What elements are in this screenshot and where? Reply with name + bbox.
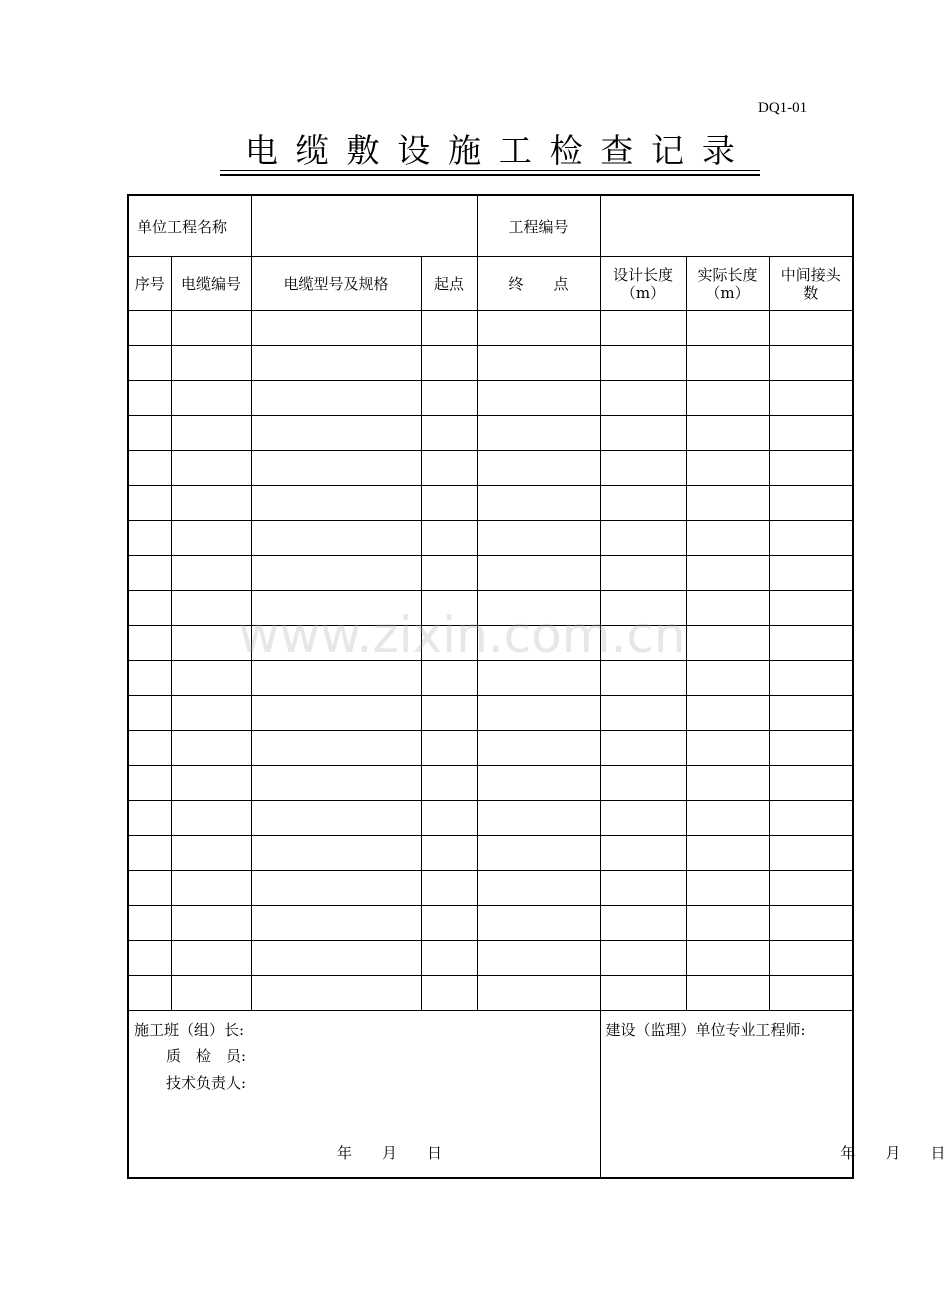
cell-design-length[interactable] — [600, 346, 686, 381]
cell-end[interactable] — [477, 906, 600, 941]
col-actual-length-label: 实际长度 — [697, 265, 758, 284]
cell-actual-length[interactable] — [686, 451, 769, 486]
cell-joints[interactable] — [769, 871, 853, 906]
title-underline-thick — [220, 174, 760, 176]
cell-actual-length[interactable] — [686, 696, 769, 731]
col-model-spec: 电缆型号及规格 — [251, 257, 421, 311]
cell-cable-no[interactable] — [171, 801, 251, 836]
col-design-length-unit: （m） — [620, 283, 666, 302]
cell-start[interactable] — [421, 941, 477, 976]
cell-cable-no[interactable] — [171, 346, 251, 381]
cell-model-spec[interactable] — [251, 731, 421, 766]
cell-cable-no[interactable] — [171, 556, 251, 591]
cell-start[interactable] — [421, 871, 477, 906]
cell-actual-length[interactable] — [686, 661, 769, 696]
cell-joints[interactable] — [769, 976, 853, 1011]
cell-start[interactable] — [421, 451, 477, 486]
cell-start[interactable] — [421, 731, 477, 766]
table-row — [128, 766, 853, 801]
column-header-row — [128, 257, 853, 311]
cell-actual-length[interactable] — [686, 976, 769, 1011]
cell-joints[interactable] — [769, 591, 853, 626]
cable-laying-inspection-table — [127, 194, 946, 1179]
col-end: 终 点 — [477, 257, 600, 311]
cell-seq[interactable] — [128, 416, 171, 451]
team-leader-label: 施工班（组）长: — [134, 1021, 245, 1039]
cell-start[interactable] — [421, 906, 477, 941]
cell-actual-length[interactable] — [686, 591, 769, 626]
cell-joints[interactable] — [769, 311, 853, 346]
cell-end[interactable] — [477, 556, 600, 591]
cell-start[interactable] — [421, 591, 477, 626]
table-row — [128, 591, 853, 626]
table-row — [128, 976, 853, 1011]
cell-end[interactable] — [477, 871, 600, 906]
table-row — [128, 311, 853, 346]
cell-actual-length[interactable] — [686, 766, 769, 801]
title-char: 缆 — [295, 130, 329, 170]
cell-end[interactable] — [477, 766, 600, 801]
cell-joints[interactable] — [769, 486, 853, 521]
col-design-length-label: 设计长度 — [613, 265, 674, 284]
table-row — [128, 521, 853, 556]
project-no-label: 工程编号 — [477, 195, 600, 257]
table-row — [128, 486, 853, 521]
cell-end[interactable] — [477, 381, 600, 416]
cell-joints[interactable] — [769, 416, 853, 451]
watermark: www.zixin.com.cn — [238, 606, 686, 664]
cell-cable-no[interactable] — [171, 661, 251, 696]
cell-design-length[interactable] — [600, 871, 686, 906]
cell-joints[interactable] — [769, 346, 853, 381]
cell-design-length[interactable] — [600, 486, 686, 521]
cell-cable-no[interactable] — [171, 381, 251, 416]
cell-seq[interactable] — [128, 556, 171, 591]
col-cable-no: 电缆编号 — [171, 257, 251, 311]
cell-design-length[interactable] — [600, 696, 686, 731]
title-char: 查 — [600, 130, 634, 170]
cell-actual-length[interactable] — [686, 346, 769, 381]
cell-start[interactable] — [421, 626, 477, 661]
cell-design-length[interactable] — [600, 941, 686, 976]
supervisor-engineer-label: 建设（监理）单位专业工程师: — [605, 1021, 806, 1039]
cell-start[interactable] — [421, 976, 477, 1011]
cell-design-length[interactable] — [600, 976, 686, 1011]
cell-cable-no[interactable] — [171, 731, 251, 766]
table-row — [128, 871, 853, 906]
cell-seq[interactable] — [128, 941, 171, 976]
title-char: 施 — [448, 130, 482, 170]
cell-seq[interactable] — [128, 766, 171, 801]
cell-cable-no[interactable] — [171, 486, 251, 521]
cell-seq[interactable] — [128, 801, 171, 836]
cell-seq[interactable] — [128, 731, 171, 766]
table-row — [128, 381, 853, 416]
cell-end[interactable] — [477, 696, 600, 731]
col-joints — [769, 257, 853, 311]
cell-design-length[interactable] — [600, 836, 686, 871]
cell-cable-no[interactable] — [171, 521, 251, 556]
cell-actual-length[interactable] — [686, 871, 769, 906]
cell-seq[interactable] — [128, 346, 171, 381]
cell-joints[interactable] — [769, 906, 853, 941]
inspector-label: 质 检 员: — [166, 1047, 247, 1065]
cell-model-spec[interactable] — [251, 836, 421, 871]
cell-start[interactable] — [421, 556, 477, 591]
cell-seq[interactable] — [128, 451, 171, 486]
table-row — [128, 906, 853, 941]
cell-start[interactable] — [421, 836, 477, 871]
cell-actual-length[interactable] — [686, 416, 769, 451]
cell-seq[interactable] — [128, 836, 171, 871]
cell-actual-length[interactable] — [686, 381, 769, 416]
cell-joints[interactable] — [769, 696, 853, 731]
form-code: DQ1-01 — [758, 100, 808, 116]
cell-model-spec[interactable] — [251, 941, 421, 976]
cell-end[interactable] — [477, 451, 600, 486]
cell-start[interactable] — [421, 801, 477, 836]
cell-start[interactable] — [421, 486, 477, 521]
cell-joints[interactable] — [769, 451, 853, 486]
title-char: 电 — [245, 130, 278, 170]
cell-start[interactable] — [421, 346, 477, 381]
cell-design-length[interactable] — [600, 906, 686, 941]
cell-model-spec[interactable] — [251, 486, 421, 521]
supervisor-signature-box[interactable] — [600, 1011, 946, 1179]
cell-cable-no[interactable] — [171, 941, 251, 976]
cell-design-length[interactable] — [600, 451, 686, 486]
cell-model-spec[interactable] — [251, 556, 421, 591]
cell-model-spec[interactable] — [251, 976, 421, 1011]
cell-model-spec[interactable] — [251, 661, 421, 696]
cell-model-spec[interactable] — [251, 381, 421, 416]
cell-cable-no[interactable] — [171, 696, 251, 731]
table-row — [128, 661, 853, 696]
contractor-signature-box[interactable] — [128, 1011, 600, 1179]
cell-end[interactable] — [477, 836, 600, 871]
cell-cable-no[interactable] — [171, 451, 251, 486]
cell-start[interactable] — [421, 311, 477, 346]
cell-joints[interactable] — [769, 801, 853, 836]
cell-end[interactable] — [477, 626, 600, 661]
cell-end[interactable] — [477, 311, 600, 346]
cell-actual-length[interactable] — [686, 521, 769, 556]
col-actual-length-unit: （m） — [705, 283, 750, 302]
title-char: 设 — [397, 130, 431, 170]
cell-actual-length[interactable] — [686, 486, 769, 521]
cell-cable-no[interactable] — [171, 836, 251, 871]
table-row — [128, 556, 853, 591]
cell-seq[interactable] — [128, 976, 171, 1011]
supervisor-date: 年 月 日 — [840, 1144, 946, 1162]
page-title — [220, 128, 760, 168]
cell-joints[interactable] — [769, 521, 853, 556]
unit-name-field[interactable] — [251, 195, 477, 257]
project-no-field[interactable] — [600, 195, 853, 257]
table-row — [128, 451, 853, 486]
cell-start[interactable] — [421, 416, 477, 451]
cell-design-length[interactable] — [600, 521, 686, 556]
cell-end[interactable] — [477, 661, 600, 696]
cell-joints[interactable] — [769, 626, 853, 661]
cell-design-length[interactable] — [600, 556, 686, 591]
cell-joints[interactable] — [769, 731, 853, 766]
table-row — [128, 626, 853, 661]
cell-actual-length[interactable] — [686, 906, 769, 941]
cell-cable-no[interactable] — [171, 871, 251, 906]
cell-joints[interactable] — [769, 556, 853, 591]
cell-cable-no[interactable] — [171, 416, 251, 451]
tech-lead-label: 技术负责人: — [166, 1074, 247, 1092]
cell-model-spec[interactable] — [251, 416, 421, 451]
table-row — [128, 731, 853, 766]
cell-actual-length[interactable] — [686, 731, 769, 766]
cell-cable-no[interactable] — [171, 906, 251, 941]
cell-joints[interactable] — [769, 941, 853, 976]
cell-cable-no[interactable] — [171, 766, 251, 801]
table-row — [128, 941, 853, 976]
table-row — [128, 346, 853, 381]
cell-model-spec[interactable] — [251, 591, 421, 626]
cell-design-length[interactable] — [600, 416, 686, 451]
cell-joints[interactable] — [769, 836, 853, 871]
cell-seq[interactable] — [128, 486, 171, 521]
cell-cable-no[interactable] — [171, 976, 251, 1011]
cell-end[interactable] — [477, 731, 600, 766]
cell-seq[interactable] — [128, 696, 171, 731]
cell-seq[interactable] — [128, 311, 171, 346]
title-char: 录 — [701, 130, 735, 170]
cell-end[interactable] — [477, 521, 600, 556]
title-char: 检 — [549, 130, 583, 170]
cell-actual-length[interactable] — [686, 941, 769, 976]
cell-model-spec[interactable] — [251, 696, 421, 731]
cell-start[interactable] — [421, 661, 477, 696]
cell-end[interactable] — [477, 346, 600, 381]
cell-seq[interactable] — [128, 871, 171, 906]
cell-actual-length[interactable] — [686, 311, 769, 346]
cell-start[interactable] — [421, 696, 477, 731]
cell-design-length[interactable] — [600, 766, 686, 801]
cell-seq[interactable] — [128, 521, 171, 556]
cell-seq[interactable] — [128, 906, 171, 941]
col-design-length — [600, 257, 686, 311]
cell-design-length[interactable] — [600, 381, 686, 416]
cell-end[interactable] — [477, 801, 600, 836]
cell-end[interactable] — [477, 416, 600, 451]
table-row — [128, 836, 853, 871]
cell-seq[interactable] — [128, 661, 171, 696]
col-seq: 序号 — [128, 257, 171, 311]
cell-joints[interactable] — [769, 381, 853, 416]
table-row — [128, 416, 853, 451]
table-row — [128, 801, 853, 836]
cell-design-length[interactable] — [600, 731, 686, 766]
title-char: 记 — [651, 130, 685, 170]
cell-design-length[interactable] — [600, 591, 686, 626]
cell-design-length[interactable] — [600, 801, 686, 836]
cell-design-length[interactable] — [600, 626, 686, 661]
cell-start[interactable] — [421, 521, 477, 556]
title-char: 工 — [498, 130, 532, 170]
cell-actual-length[interactable] — [686, 626, 769, 661]
table-row — [128, 696, 853, 731]
cell-model-spec[interactable] — [251, 451, 421, 486]
cell-model-spec[interactable] — [251, 521, 421, 556]
cell-model-spec[interactable] — [251, 311, 421, 346]
cell-seq[interactable] — [128, 381, 171, 416]
cell-model-spec[interactable] — [251, 871, 421, 906]
cell-end[interactable] — [477, 591, 600, 626]
cell-model-spec[interactable] — [251, 626, 421, 661]
cell-cable-no[interactable] — [171, 591, 251, 626]
cell-seq[interactable] — [128, 591, 171, 626]
col-joints-label: 中间接头 — [780, 265, 841, 284]
cell-actual-length[interactable] — [686, 801, 769, 836]
cell-joints[interactable] — [769, 661, 853, 696]
cell-start[interactable] — [421, 766, 477, 801]
cell-end[interactable] — [477, 941, 600, 976]
cell-design-length[interactable] — [600, 311, 686, 346]
cell-end[interactable] — [477, 976, 600, 1011]
cell-joints[interactable] — [769, 766, 853, 801]
cell-design-length[interactable] — [600, 661, 686, 696]
col-start: 起点 — [421, 257, 477, 311]
cell-model-spec[interactable] — [251, 766, 421, 801]
title-char: 敷 — [346, 130, 380, 170]
cell-cable-no[interactable] — [171, 311, 251, 346]
title-underline — [220, 170, 760, 171]
col-joints-label-2: 数 — [803, 283, 819, 302]
col-actual-length — [686, 257, 769, 311]
unit-name-label: 单位工程名称 — [128, 195, 251, 257]
cell-start[interactable] — [421, 381, 477, 416]
cell-seq[interactable] — [128, 626, 171, 661]
cell-model-spec[interactable] — [251, 801, 421, 836]
cell-model-spec[interactable] — [251, 346, 421, 381]
cell-cable-no[interactable] — [171, 626, 251, 661]
cell-end[interactable] — [477, 486, 600, 521]
cell-actual-length[interactable] — [686, 556, 769, 591]
contractor-date: 年 月 日 — [337, 1144, 443, 1162]
cell-model-spec[interactable] — [251, 906, 421, 941]
cell-actual-length[interactable] — [686, 836, 769, 871]
